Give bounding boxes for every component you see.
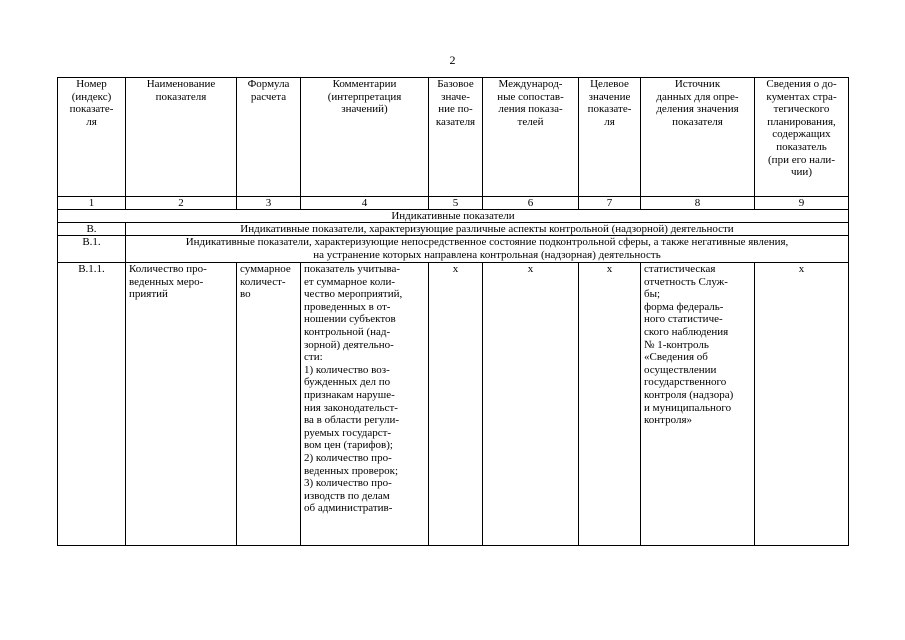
header-cell-strategic-docs: Сведения о до- кументах стра- тегического планирования, содержащих показатель (при его нали- чии) bbox=[755, 78, 849, 197]
column-number: 1 bbox=[58, 197, 126, 210]
row-data-source: статистическая отчетность Служ- бы; форма федераль- ного статистиче- ского наблюдения № 1-контроль «Сведения об осуществлении государственного контроля (надзора) и муниципального контроля» bbox=[641, 263, 755, 546]
group-b1-title: Индикативные показатели, характеризующие непосредственное состояние подконтрольной сферы, а также негативные явления, на устранение которых направлена контрольная (надзорная) деятельность bbox=[126, 236, 849, 263]
group-b-code: В. bbox=[58, 223, 126, 236]
header-row bbox=[58, 78, 849, 197]
column-number: 4 bbox=[301, 197, 429, 210]
indicators-table bbox=[57, 77, 849, 546]
column-number: 2 bbox=[126, 197, 237, 210]
section-row bbox=[58, 210, 849, 223]
column-number: 9 bbox=[755, 197, 849, 210]
column-number: 6 bbox=[483, 197, 579, 210]
group-b-row bbox=[58, 223, 849, 236]
header-cell-international: Международ- ные сопостав- ления показа- телей bbox=[483, 78, 579, 197]
header-cell-formula: Формула расчета bbox=[237, 78, 301, 197]
header-cell-index: Номер (индекс) показате- ля bbox=[58, 78, 126, 197]
group-b-title: Индикативные показатели, характеризующие различные аспекты контрольной (надзорной) деятельности bbox=[126, 223, 849, 236]
section-title: Индикативные показатели bbox=[58, 210, 849, 223]
column-number: 5 bbox=[429, 197, 483, 210]
row-base-value: х bbox=[429, 263, 483, 546]
row-indicator-name: Количество про- веденных меро- приятий bbox=[126, 263, 237, 546]
row-comment: показатель учитыва- ет суммарное коли- чество мероприятий, проведенных в от- ношении субъектов контрольной (над- зорной) деятельно- сти: 1) количество воз- бужденных дел по признакам наруше- ния законодательст- ва в области регули- руемых государст- вом цен (тарифов); 2) количество про- веденных проверок; 3) количество про- изводств по делам об административ- bbox=[301, 263, 429, 546]
header-cell-comments: Комментарии (интерпретация значений) bbox=[301, 78, 429, 197]
group-b1-row bbox=[58, 236, 849, 263]
header-cell-source: Источник данных для опре- деления значения показателя bbox=[641, 78, 755, 197]
row-target-value: х bbox=[579, 263, 641, 546]
group-b1-code: В.1. bbox=[58, 236, 126, 263]
row-index: В.1.1. bbox=[58, 263, 126, 546]
row-strategic-docs: х bbox=[755, 263, 849, 546]
table-row bbox=[58, 263, 849, 546]
page-number: 2 bbox=[449, 53, 456, 67]
column-numbers-row bbox=[58, 197, 849, 210]
header-cell-name: Наименование показателя bbox=[126, 78, 237, 197]
row-international: х bbox=[483, 263, 579, 546]
column-number: 7 bbox=[579, 197, 641, 210]
row-formula: суммарное количест- во bbox=[237, 263, 301, 546]
column-number: 8 bbox=[641, 197, 755, 210]
header-cell-base-value: Базовое значе- ние по- казателя bbox=[429, 78, 483, 197]
column-number: 3 bbox=[237, 197, 301, 210]
header-cell-target-value: Целевое значение показате- ля bbox=[579, 78, 641, 197]
